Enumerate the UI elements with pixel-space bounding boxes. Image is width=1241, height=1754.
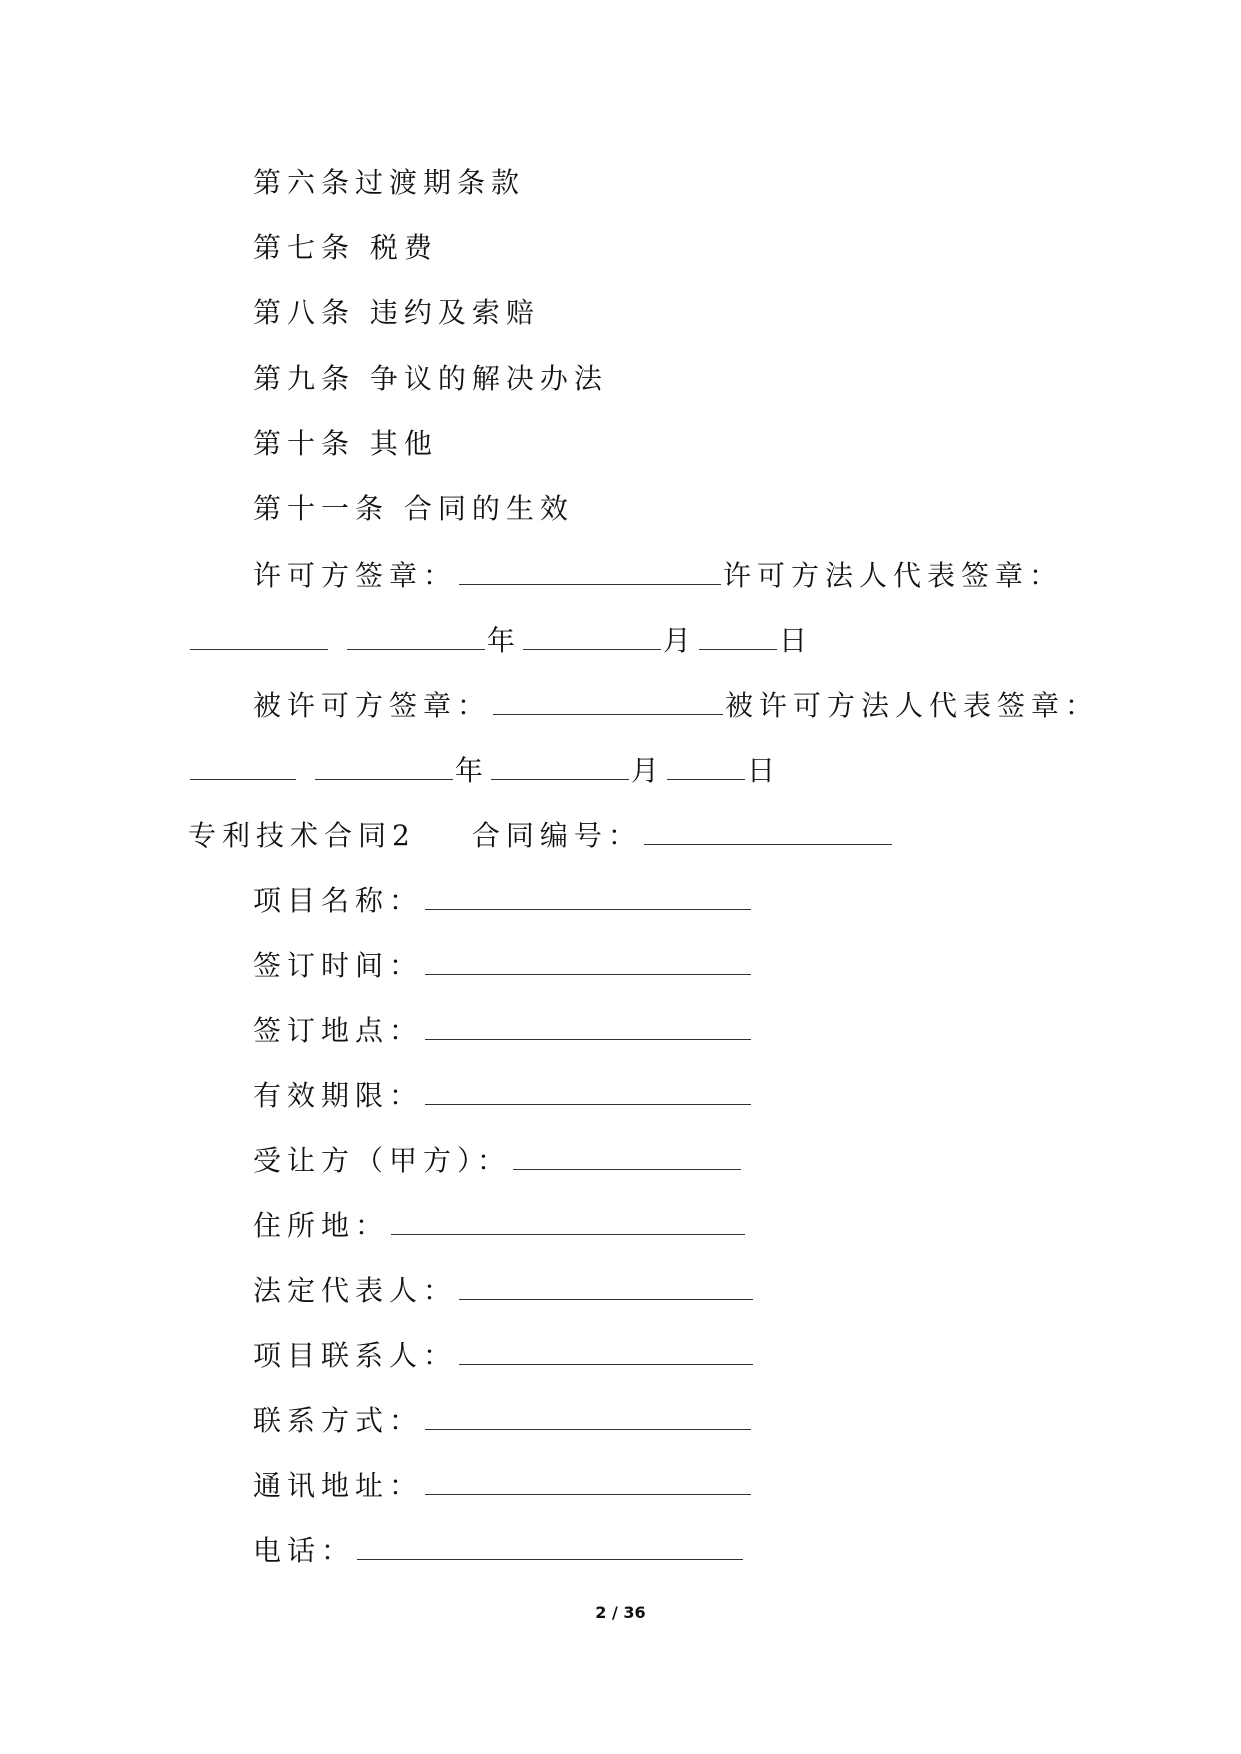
article-9: 第九条 争议的解决办法 [253, 362, 608, 395]
field-label: 联系方式： [253, 1404, 424, 1437]
licensee-rep-label: 被许可方法人代表签章： [725, 689, 1100, 722]
project-name-input[interactable] [425, 879, 751, 910]
year-label: 年 [454, 754, 489, 787]
contract2-title: 专利技术合同2 [188, 819, 416, 852]
field-validity [253, 1074, 753, 1116]
field-label: 住所地： [253, 1209, 390, 1242]
article-11: 第十一条 合同的生效 [253, 492, 574, 525]
licensor-month-field[interactable] [523, 619, 661, 650]
field-phone [253, 1529, 745, 1571]
assignee-input[interactable] [513, 1139, 741, 1170]
validity-input[interactable] [425, 1074, 751, 1105]
project-contact-input[interactable] [459, 1334, 753, 1365]
field-label: 项目名称： [253, 884, 424, 917]
field-mail-address [253, 1464, 753, 1506]
article-10: 第十条 其他 [253, 427, 438, 460]
licensee-year-field[interactable] [315, 749, 453, 780]
page-number: 2 / 36 [595, 1603, 646, 1622]
article-7: 第七条 税费 [253, 231, 438, 264]
mail-address-input[interactable] [425, 1464, 751, 1495]
licensor-seal-field[interactable] [459, 554, 721, 585]
sign-date-input[interactable] [425, 944, 751, 975]
field-label: 签订时间： [253, 949, 424, 982]
licensor-year-field[interactable] [347, 619, 485, 650]
field-label: 项目联系人： [253, 1339, 458, 1372]
licensor-rep-field[interactable] [190, 619, 328, 650]
contract-number-label: 合同编号： [471, 819, 642, 852]
month-label: 月 [630, 754, 665, 787]
licensor-date-line [188, 619, 813, 661]
field-project-name [253, 879, 753, 921]
article-6: 第六条过渡期条款 [253, 166, 526, 199]
field-project-contact [253, 1334, 755, 1376]
licensor-rep-label: 许可方法人代表签章： [723, 559, 1064, 592]
address-input[interactable] [391, 1204, 745, 1235]
field-label: 通讯地址： [253, 1469, 424, 1502]
field-legal-rep [253, 1269, 755, 1311]
field-assignee [253, 1139, 743, 1181]
phone-input[interactable] [357, 1529, 743, 1560]
field-label: 法定代表人： [253, 1274, 458, 1307]
licensee-day-field[interactable] [667, 749, 745, 780]
day-label: 日 [746, 754, 781, 787]
contract2-header [188, 814, 894, 856]
contact-method-input[interactable] [425, 1399, 751, 1430]
licensee-rep-field[interactable] [190, 749, 296, 780]
licensee-month-field[interactable] [491, 749, 629, 780]
field-label: 有效期限： [253, 1079, 424, 1112]
licensor-signature-line [253, 554, 1063, 596]
field-label: 电话： [253, 1534, 356, 1567]
legal-rep-input[interactable] [459, 1269, 753, 1300]
day-label: 日 [778, 624, 813, 657]
licensee-date-line [188, 749, 781, 791]
year-label: 年 [486, 624, 521, 657]
licensee-signature-line [253, 684, 1099, 726]
licensor-day-field[interactable] [699, 619, 777, 650]
field-contact-method [253, 1399, 753, 1441]
contract-number-field[interactable] [644, 814, 892, 845]
field-address [253, 1204, 747, 1246]
licensee-seal-label: 被许可方签章： [253, 689, 492, 722]
field-sign-date [253, 944, 753, 986]
licensee-seal-field[interactable] [493, 684, 723, 715]
month-label: 月 [662, 624, 697, 657]
field-label: 签订地点： [253, 1014, 424, 1047]
field-label: 受让方（甲方）： [253, 1144, 512, 1177]
sign-place-input[interactable] [425, 1009, 751, 1040]
article-8: 第八条 违约及索赔 [253, 296, 540, 329]
licensor-seal-label: 许可方签章： [253, 559, 458, 592]
field-sign-place [253, 1009, 753, 1051]
